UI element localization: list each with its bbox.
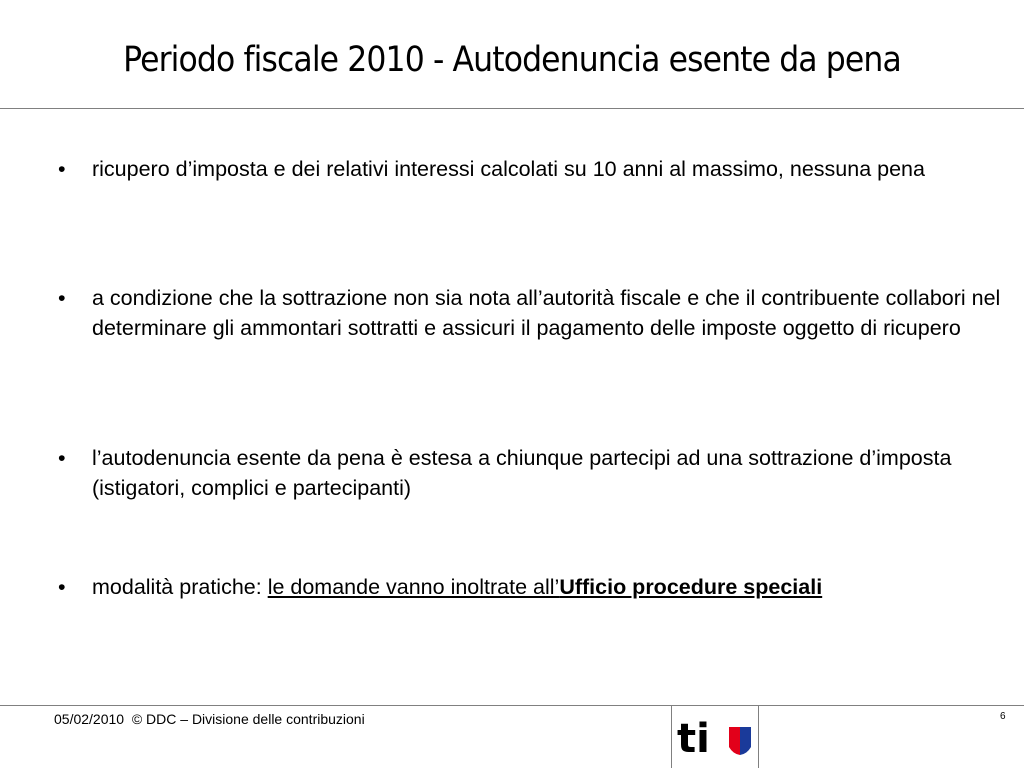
bullet-marker: • [58,157,66,181]
logo-text: ti [677,716,710,762]
ticino-shield-icon [729,727,751,755]
ufficio-procedure-speciali-link[interactable]: Ufficio procedure speciali [559,575,823,599]
bullet-marker: • [58,286,66,310]
bullet-text: a condizione che la sottrazione non sia nota all’autorità fiscale e che il contribuente collabori nel determinare gli ammontari sottratti e assicuri il pagamento delle imposte oggetto di ricupero [92,286,1001,340]
bullet-text: ricupero d’imposta e dei relativi interessi calcolati su 10 anni al massimo, nessuna pena [92,157,925,181]
bullet-marker: • [58,446,66,470]
ticino-logo-icon [671,705,759,768]
bullet-text [92,572,1002,602]
page-number: 6 [1000,711,1006,722]
bullet-prefix: modalità pratiche: [92,575,268,599]
slide-title: Periodo fiscale 2010 - Autodenuncia esente da pena [123,40,901,80]
ticino-logo [671,705,759,768]
footer-divider [0,705,1024,706]
footer-text: 05/02/2010 © DDC – Divisione delle contribuzioni [54,711,365,727]
title-divider [0,108,1024,109]
procedure-link[interactable]: le domande vanno inoltrate all’ [267,575,560,599]
bullet-text: l’autodenuncia esente da pena è estesa a chiunque partecipi ad una sottrazione d’imposta (istigatori, complici e partecipanti) [92,446,952,500]
bullet-marker: • [58,575,66,599]
